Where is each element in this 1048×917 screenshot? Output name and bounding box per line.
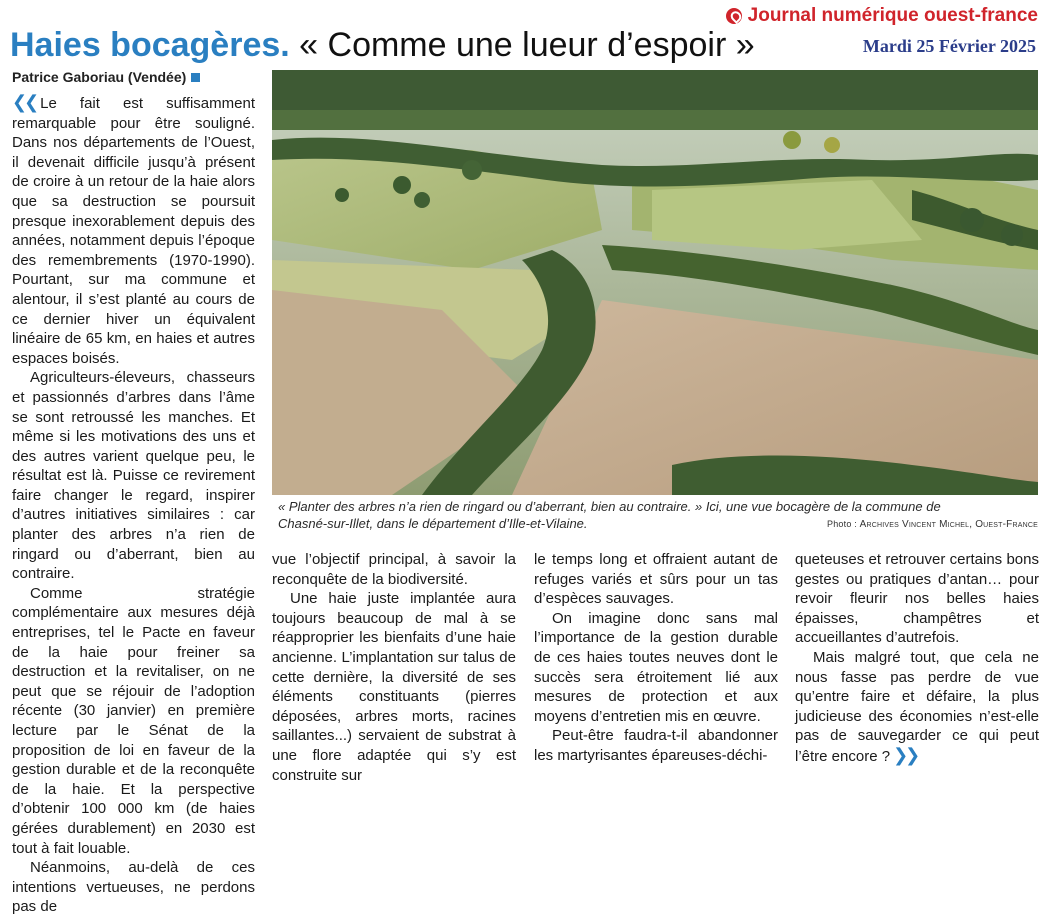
photo-caption: « Planter des arbres n’a rien de ringard ou d’aberrant, bien au contraire. » Ici, une vue bocagère de la commune de Chasné-sur-Illet, dans le département d’Ille-et-Vilaine.: [278, 499, 941, 531]
bocage-landscape-image: [272, 70, 1038, 495]
article-paragraph: vue l’objectif principal, à savoir la reconquête de la biodiversité.: [272, 551, 516, 588]
headline-title: « Comme une lueur d’espoir »: [299, 26, 755, 64]
photo-credit-source: Archives Vincent Michel, Ouest-France: [859, 519, 1038, 530]
open-quote-icon: ❮❮: [12, 92, 37, 112]
publication-date: Mardi 25 Février 2025: [862, 36, 1036, 56]
article-paragraph: Comme stratégie complémentaire aux mesures déjà entreprises, tel le Pacte en faveur de la haie pour freiner sa destruction et la revitaliser, on ne peut que se réjouir de l’adoption récente (30 janvier) en première lecture par le Sénat de la proposition de loi en faveur de la gestion durable et de la reconquête de la haie. Et la perspective d’obtenir 100 000 km (de haies gérées durablement) en 2030 est tout à fait louable.: [12, 584, 255, 857]
brand-name: Journal numérique ouest-france: [747, 5, 1038, 26]
author-name: Patrice Gaboriau (Vendée): [12, 69, 187, 85]
byline: [12, 69, 200, 85]
article-paragraph: Peut-être faudra-t-il abandonner les martyrisantes épareuses-déchi-: [534, 727, 778, 764]
article-column-4: [795, 550, 1039, 767]
headline-kicker: Haies bocagères.: [10, 26, 290, 64]
close-quote-icon: ❯❯: [893, 744, 918, 765]
article-paragraph: ❮❮ Le fait est suffisamment remarquable pour être souligné. Dans nos départements de l’Ouest, il devenait difficile jusqu’à présent de croire à un retour de la haie alors que sa destruction se poursuit presque inexorablement depuis des années, notamment depuis l’époque des remembrements (1970-1990). Pourtant, sur ma commune et alentour, il s’est planté au cours de ce dernier hiver un équivalent linéaire de 65 km, en haies et autres espaces boisés.: [12, 92, 255, 367]
article-paragraph: queteuses et retrouver certains bons gestes ou pratiques d’antan… pour revoir fleurir nos belles haies épaisses, champêtres et accueillantes d’autrefois.: [795, 551, 1039, 647]
ouest-france-logo-icon: [726, 8, 742, 24]
article-column-3: [534, 550, 778, 766]
article-column-2: [272, 550, 516, 785]
article-paragraph: le temps long et offraient autant de refuges variés et sûrs pour un tas d’espèces sauvages.: [534, 551, 778, 608]
article-paragraph: Néanmoins, au-delà de ces intentions vertueuses, ne perdons pas de: [12, 859, 255, 916]
article-paragraph: Mais malgré tout, que cela ne nous fasse pas perdre de vue qu’entre faire et défaire, la plus judicieuse des économies n’est-elle pas de sauvegarder ce qui peut l’être encore ? ❯❯: [795, 648, 1039, 765]
article-paragraph: On imagine donc sans mal l’importance de la gestion durable de ces haies toutes neuves dont le succès sera étroitement lié aux mesures de protection et aux moyens d’entretien mis en œuvre.: [534, 609, 778, 725]
photo-credit-label: Photo :: [827, 519, 857, 529]
article-column-1: [12, 93, 255, 917]
article-photo: [272, 70, 1038, 495]
article-paragraph: Une haie juste implantée aura toujours beaucoup de mal à se réapproprier les bienfaits d’une haie ancienne. L’implantation sur talus de cette dernière, la diversité de ses éléments constituants (pierres déposées, arbres morts, racines saillantes...) servaient de substrat à une flore adaptée qui s’y est construite sur: [272, 590, 516, 784]
byline-square-icon: [191, 73, 200, 82]
headline: [10, 25, 755, 65]
article-paragraph: Agriculteurs-éleveurs, chasseurs et passionnés d’arbres dans l’âme se sont retroussé les manches. Et même si les motivations des uns et des autres varient quelque peu, le résultat est là. Puisse ce revirement faire changer le regard, inspirer d’autres initiatives similaires : car planter des arbres n’a rien de ringard ou d’aberrant, bien au contraire.: [12, 369, 255, 583]
masthead: [726, 5, 1038, 27]
photo-credit: [827, 519, 1038, 530]
